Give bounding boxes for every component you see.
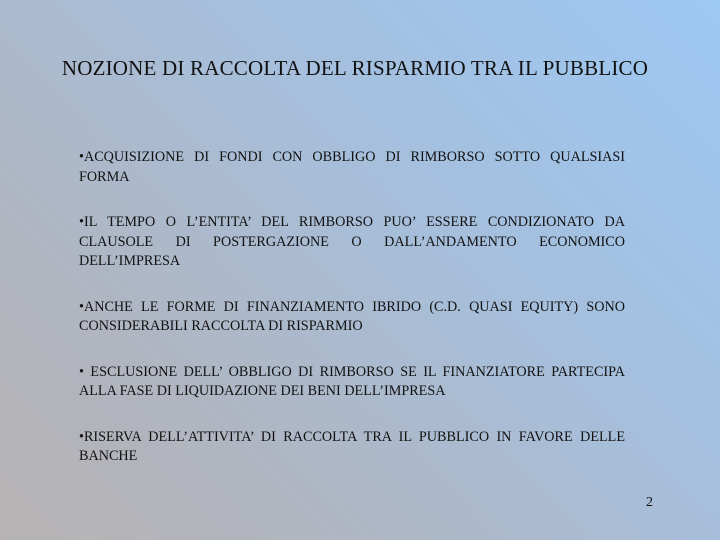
page-number: 2 bbox=[646, 495, 653, 510]
bullet-item: •ANCHE LE FORME DI FINANZIAMENTO IBRIDO (C.D. QUASI EQUITY) SONO CONSIDERABILI RACCOLTA DI RISPARMIO bbox=[79, 298, 625, 334]
bullet-item: •RISERVA DELL’ATTIVITA’ DI RACCOLTA TRA IL PUBBLICO IN FAVORE DELLE BANCHE bbox=[79, 428, 625, 464]
bullet-item: • ESCLUSIONE DELL’ OBBLIGO DI RIMBORSO SE IL FINANZIATORE PARTECIPA ALLA FASE DI LIQUIDAZIONE DEI BENI DELL’IMPRESA bbox=[79, 363, 625, 399]
bullet-item: •IL TEMPO O L’ENTITA’ DEL RIMBORSO PUO’ ESSERE CONDIZIONATO DA CLAUSOLE DI POSTERGAZIONE O DALL’ANDAMENTO ECONOMICO DELL’IMPRESA bbox=[79, 214, 625, 269]
bullet-list bbox=[79, 148, 625, 467]
slide-title: NOZIONE DI RACCOLTA DEL RISPARMIO TRA IL PUBBLICO bbox=[61, 56, 649, 80]
bullet-item: •ACQUISIZIONE DI FONDI CON OBBLIGO DI RIMBORSO SOTTO QUALSIASI FORMA bbox=[79, 149, 625, 185]
